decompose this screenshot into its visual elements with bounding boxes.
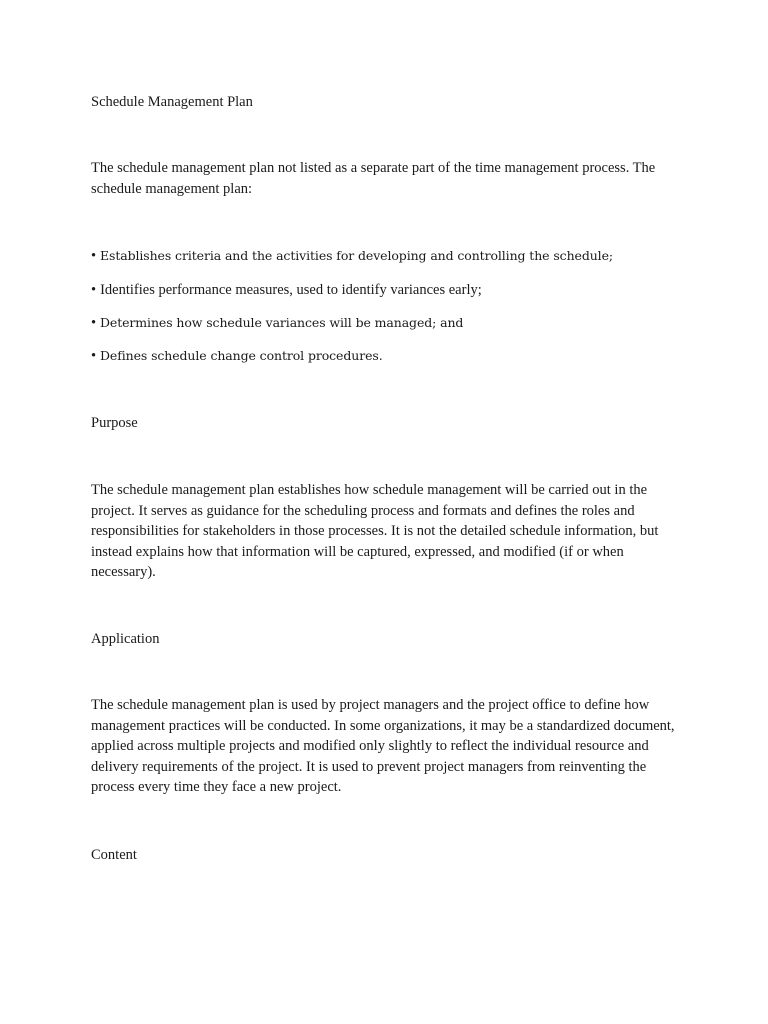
bullet-symbol: •: [91, 348, 96, 364]
section-heading-purpose: Purpose: [91, 415, 138, 431]
bullet-text: Defines schedule change control procedures.: [99, 348, 383, 363]
bullet-text: Identifies performance measures, used to identify variances early;: [100, 282, 482, 298]
bullet-item: [91, 246, 711, 266]
bullet-symbol: •: [91, 248, 96, 264]
bullet-text: Determines how schedule variances will be managed; and: [99, 315, 464, 330]
document-title: Schedule Management Plan: [91, 94, 253, 110]
bullet-symbol: •: [91, 282, 97, 298]
bullet-item: [91, 280, 711, 300]
bullet-symbol: •: [91, 315, 96, 331]
bullet-item: [91, 346, 711, 366]
purpose-paragraph: The schedule management plan establishes how schedule management will be carried out in the project. It serves as guidance for the scheduling process and formats and defines the roles and responsibilities for stakeholders in those processes. It is not the detailed schedule information, but instead explains how that information will be captured, expressed, and modified (if or when necessary).: [91, 482, 659, 580]
application-paragraph: The schedule management plan is used by project managers and the project office to define how management practices will be conducted. In some organizations, it may be a standardized document, applied across multiple projects and modified only slightly to reflect the individual resource and delivery requirements of the project. It is used to prevent project managers from reinventing the process every time they face a new project.: [91, 697, 675, 795]
section-heading-content: Content: [91, 847, 137, 863]
section-heading-application: Application: [91, 631, 160, 647]
bullet-text: Establishes criteria and the activities for developing and controlling the schedule;: [99, 248, 613, 263]
intro-paragraph: The schedule management plan not listed as a separate part of the time management process. The schedule management plan:: [91, 160, 656, 197]
bullet-item: [91, 313, 711, 333]
